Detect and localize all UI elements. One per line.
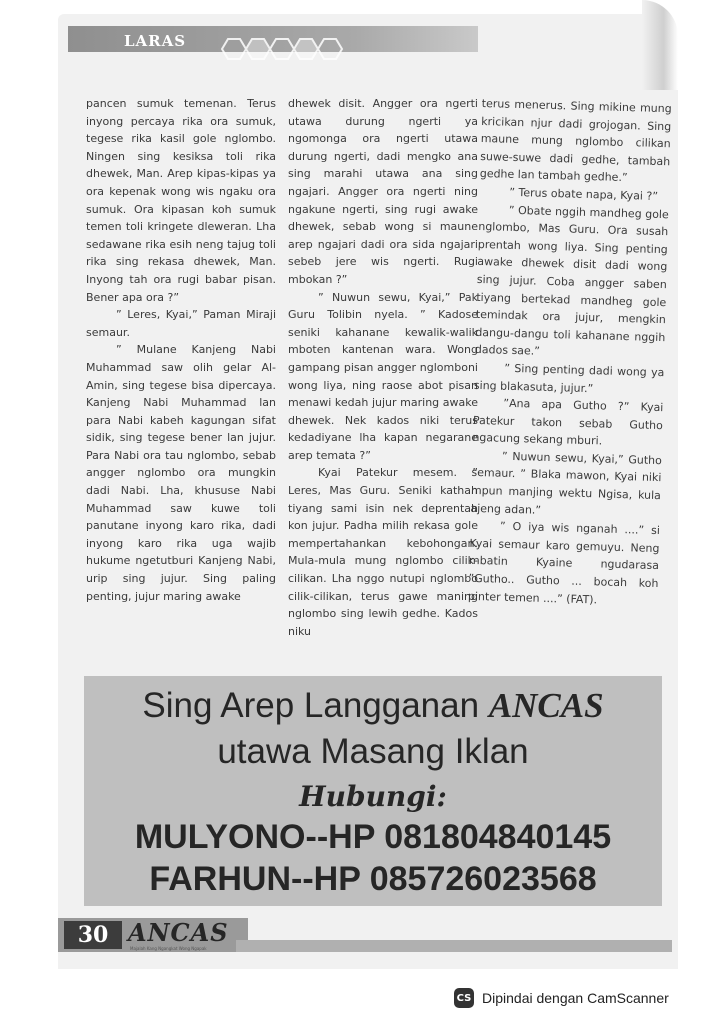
ad-contact-heading: Hubungi:: [299, 780, 447, 813]
camscanner-label: Dipindai dengan CamScanner: [482, 990, 669, 1006]
ad-contact-2: FARHUN--HP 085726023568: [149, 860, 597, 898]
paragraph: Kyai Patekur mesem. ” Leres, Mas Guru. Seniki kathah tiyang sami isin nek deprentah kon jujur. Padha milih rekasa gole mempertahankan kebohongan. Mula-mula mung nglombo cilik-cilikan. Lha nggo nutupi nglombo cilik-cilikan, terus gawe maning nglombo sing lewih gedhe. Kados niku: [288, 466, 478, 638]
ad-brand: ANCAS: [488, 686, 604, 725]
paragraph: ” Leres, Kyai,” Paman Miraji semaur.: [86, 308, 276, 339]
paragraph: ” Obate nggih mandheg gole nglombo, Mas Guru. Ora susah prentah wong liya. Sing penting awake dhewek disit dadi wong sing jujur. Coba angger saben tiyang bertekad mandheg gole temindak ora jujur, mengkin dangu-dangu toli kahanane nggih dados sae.”: [474, 203, 669, 359]
ad-headline: [84, 686, 662, 726]
footer-tagline: Majalah Kang Ngangkat Wong Ngapak: [130, 946, 207, 951]
paragraph: terus menerus. Sing mikine mung kricikan njur dadi grojogan. Sing maune mung nglombo cilikan suwe-suwe dadi gedhe, tambah gedhe lan tambah gedhe.”: [479, 96, 672, 185]
paragraph: ” Terus obate napa, Kyai ?”: [509, 185, 659, 203]
footer-divider: [236, 940, 672, 952]
paragraph: pancen sumuk temenan. Terus inyong percaya rika ora sumuk, tegese rika kasil gole nglombo. Ningen sing kesiksa toli rika dhewek, Man. Arep kipas-kipas ya ora kepenak wong wis ngaku ora sumuk. Ora kipasan koh sumuk temen toli kringete dleweran. Lha sedawane rika esih neng tajug toli rika sing rekasa dhewek, Man. Inyong tah ora rugi babar pisan. Bener apa ora ?”: [86, 97, 276, 304]
ad-contact-1: MULYONO--HP 081804840145: [134, 818, 612, 856]
paragraph: ” O iya wis nganah ....” si Kyai semaur karo gemuyu. Neng mbatin Kyaine ngudarasa ”Gutho.. Gutho ... bocah koh pinter temen ....” (FAT).: [467, 519, 661, 607]
subscription-ad: [84, 676, 662, 906]
paragraph: ” Nuwun sewu, Kyai,” Gutho semaur. ” Blaka mawon, Kyai niki mpun manjing wektu Ngisa, kula ajeng adan.”: [470, 449, 663, 517]
camscanner-watermark: [440, 982, 712, 1014]
hexagon-decoration: [220, 38, 480, 60]
paragraph: ” Nuwun sewu, Kyai,” Pak Guru Tolibin nyela. ” Kadose seniki kahanane kewalik-walik mboten kantenan wara. Wong gampang pisan angger nglomboni wong liya, ning raose abot pisan menawi kedah jujur maring awake dhewek. Nek kados niki terus kedadiyane lha kapan negarane arep temata ?”: [288, 290, 478, 462]
page-curl-shadow: [642, 0, 678, 90]
paragraph: ” Sing penting dadi wong ya sing blakasuta, jujur.”: [473, 361, 665, 395]
paragraph: ”Ana apa Gutho ?” Kyai Patekur takon sebab Gutho ngacung sekang mburi.: [472, 396, 664, 448]
page-number: 30: [64, 921, 122, 949]
paragraph: ” Mulane Kanjeng Nabi Muhammad saw olih gelar Al-Amin, sing tegese bisa dipercaya. Kanjeng Nabi Muhammad lan para Nabi kabeh kagungan sifat sidik, sing tegese bener lan jujur. Para Nabi ora tau nglombo, sebab angger nglombo ora mungkin dadi Nabi. Lha, khususe Nabi Muhammad saw kuwe toli panutane inyong karo rika, dadi inyong karo rika uga wajib hukume ngetutburi Kanjeng Nabi, urip sing jujur. Sing paling penting, jujur maring awake: [86, 343, 276, 603]
footer-magazine-name: ANCAS: [128, 918, 229, 947]
article-column-2: [288, 95, 478, 640]
ad-subheadline: utawa Masang Iklan: [217, 732, 529, 771]
ad-headline-prefix: Sing Arep Langganan: [142, 686, 489, 725]
camscanner-icon: CS: [454, 988, 474, 1008]
section-title: LARAS: [124, 32, 187, 50]
article-column-1: [86, 95, 276, 605]
article-column-3: [468, 95, 672, 610]
paragraph: dhewek disit. Angger ora ngerti utawa durung ngerti ya ngomonga ora ngerti utawa durung ngerti, dadi mengko ana sing marahi utawa ana sing ngajari. Angger ora ngerti ning ngakune ngerti, sing rugi awake dhewek, sebab wong si maune arep ngajari dadi ora sida ngajari sebeb jere wis ngerti. Rugi mbokan ?”: [288, 97, 478, 286]
